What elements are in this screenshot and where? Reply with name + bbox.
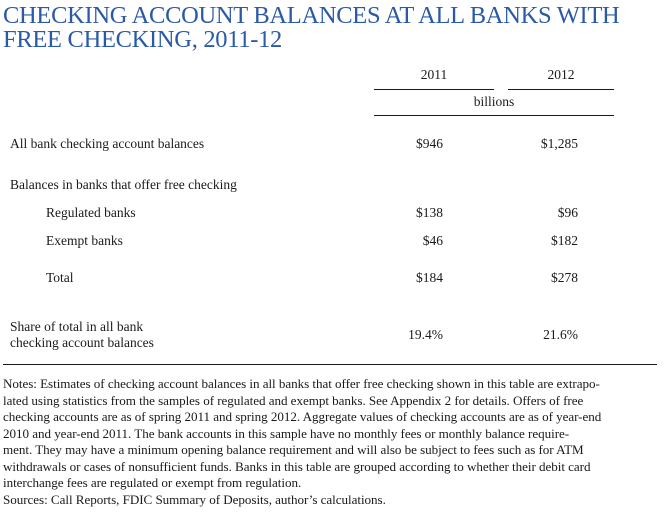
table-cell-2011: 19.4% [408, 327, 443, 342]
header-rule-2012 [508, 89, 614, 90]
table-cell-2011: $184 [416, 270, 443, 285]
table-notes [3, 376, 660, 508]
unit-rule [374, 115, 614, 116]
notes-line: 2010 and year-end 2011. The bank accounts in this sample have no monthly fees or monthly balance require- [3, 425, 570, 441]
table-row-label: All bank checking account balances [10, 136, 205, 151]
column-header-2012: 2012 [547, 67, 575, 82]
table-cell-2012: 21.6% [543, 327, 578, 342]
unit-label: billions [473, 94, 515, 109]
table-row-label: Total [46, 270, 74, 285]
title-line-2: FREE CHECKING, 2011-12 [3, 26, 283, 53]
page-title [3, 4, 658, 52]
table-cell-2012: $182 [551, 233, 578, 248]
table-cell-2011: $46 [422, 233, 443, 248]
table-row-label-line2: checking account balances [10, 335, 154, 350]
notes-line: lated using statistics from the samples of regulated and exempt banks. See Appendix 2 for details. Offers of free [3, 392, 584, 408]
table-cell-2011: $138 [416, 205, 443, 220]
table-cell-2012: $1,285 [540, 136, 578, 151]
table-group-label: Balances in banks that offer free checking [10, 177, 237, 192]
table-cell-2012: $96 [557, 205, 578, 220]
notes-line: Notes: Estimates of checking account balances in all banks that offer free checking shown in this table are extrapo- [3, 376, 600, 391]
title-line-1: CHECKING ACCOUNT BALANCES AT ALL BANKS WITH [3, 2, 620, 29]
header-rule-2011 [374, 89, 494, 90]
notes-line: interchange fees are regulated or exempt from regulation. [3, 475, 302, 490]
table-row-label-line1: Share of total in all bank [10, 319, 144, 334]
table-cell-2012: $278 [551, 270, 578, 285]
notes-line: checking accounts are as of spring 2011 and spring 2012. Aggregate values of checking accounts are as of year-end [3, 409, 602, 424]
table-row-label: Exempt banks [46, 233, 123, 248]
table-row-label: Regulated banks [46, 205, 136, 220]
column-header-2011: 2011 [420, 67, 448, 82]
notes-line: ment. They may have a minimum opening balance requirement and will also be subject to fees such as for ATM [3, 442, 584, 457]
sources-line: Sources: Call Reports, FDIC Summary of Deposits, author’s calculations. [3, 491, 386, 507]
notes-line: withdrawals or cases of nonsufficient funds. Banks in this table are grouped according to whether their debit card [3, 458, 591, 474]
table-cell-2011: $946 [416, 136, 443, 151]
table-bottom-rule [3, 364, 657, 365]
